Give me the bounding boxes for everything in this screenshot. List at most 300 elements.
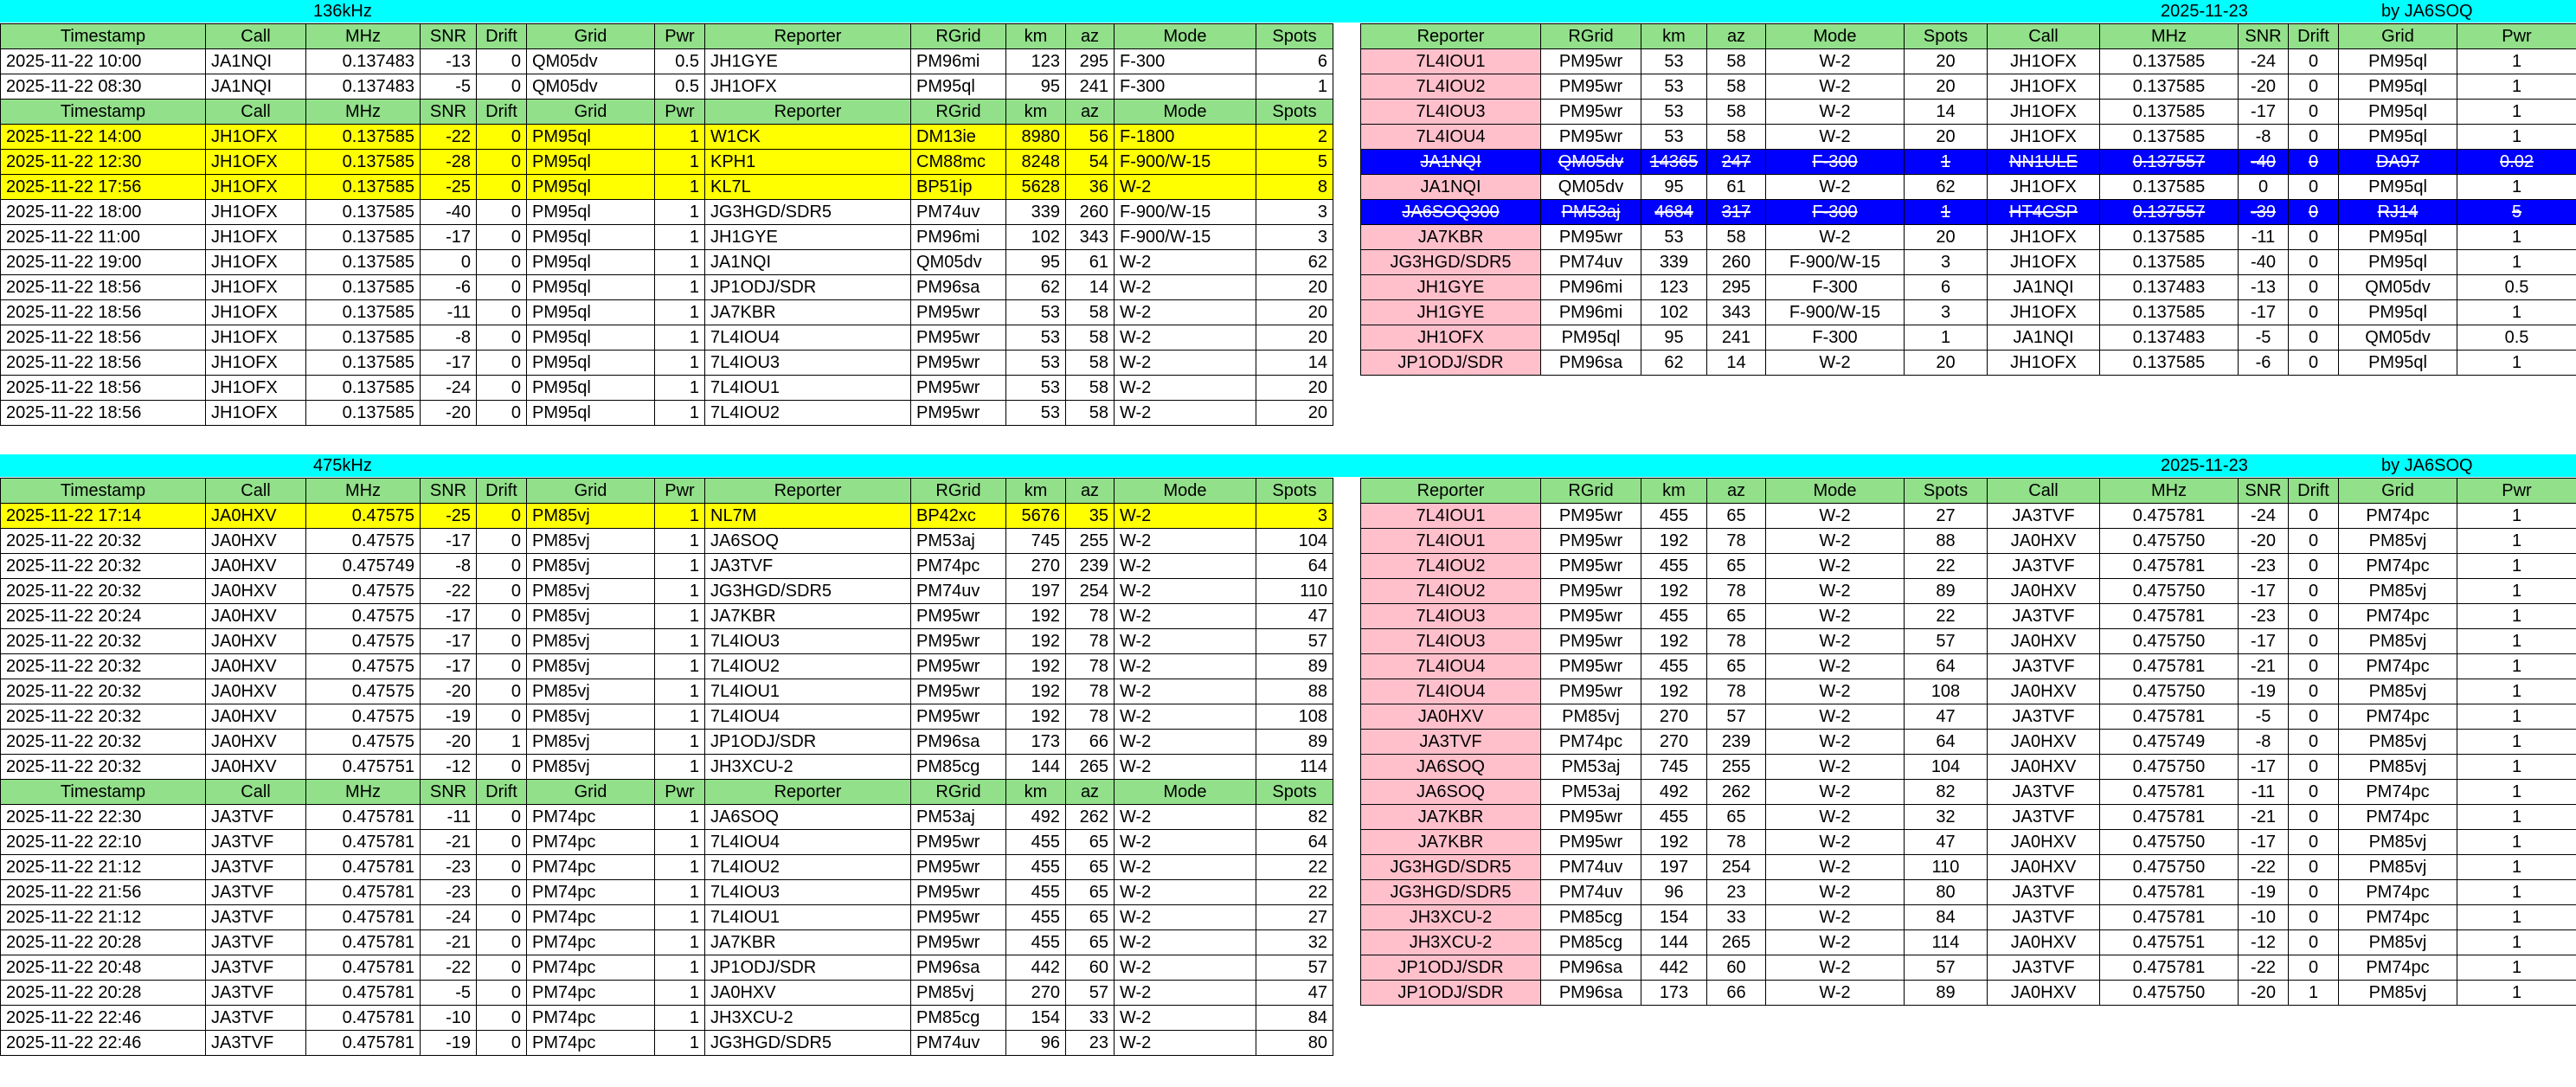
cell-grid: PM74pc xyxy=(527,830,655,855)
column-header-timestamp: Timestamp xyxy=(1,100,206,125)
cell-call: HT4CSP xyxy=(1988,200,2100,225)
cell-mhz: 0.475750 xyxy=(2100,529,2239,554)
cell-snr: -17 xyxy=(421,604,477,629)
cell-snr: -8 xyxy=(2239,730,2289,755)
cell-snr: -22 xyxy=(2239,855,2289,880)
cell-pwr: 0.02 xyxy=(2457,150,2576,175)
cell-km: 53 xyxy=(1006,300,1066,325)
cell-snr: -11 xyxy=(421,300,477,325)
cell-call: JA1NQI xyxy=(1988,275,2100,300)
cell-drift: 0 xyxy=(477,930,527,955)
cell-grid: PM85vj xyxy=(527,504,655,529)
cell-timestamp: 2025-11-22 22:46 xyxy=(1,1031,206,1056)
cell-az: 58 xyxy=(1707,74,1766,100)
cell-mhz: 0.137483 xyxy=(306,74,421,100)
cell-spots: 62 xyxy=(1256,250,1333,275)
cell-timestamp: 2025-11-22 20:32 xyxy=(1,554,206,579)
cell-mhz: 0.475781 xyxy=(2100,704,2239,730)
cell-drift: 0 xyxy=(477,830,527,855)
cell-reporter: 7L4IOU3 xyxy=(705,629,911,654)
cell-rgrid: PM95wr xyxy=(1541,579,1641,604)
cell-timestamp: 2025-11-22 17:56 xyxy=(1,175,206,200)
cell-pwr: 1 xyxy=(655,654,705,679)
cell-mode: W-2 xyxy=(1115,1006,1256,1031)
cell-rgrid: PM95wr xyxy=(1541,805,1641,830)
column-header-pwr: Pwr xyxy=(2457,479,2576,504)
cell-mhz: 0.137585 xyxy=(2100,351,2239,376)
cell-call: JH1OFX xyxy=(206,300,306,325)
cell-az: 255 xyxy=(1066,529,1115,554)
cell-reporter: 7L4IOU2 xyxy=(1361,74,1541,100)
cell-reporter: JG3HGD/SDR5 xyxy=(705,1031,911,1056)
cell-pwr: 1 xyxy=(2457,579,2576,604)
cell-snr: -20 xyxy=(421,401,477,426)
cell-reporter: JH1GYE xyxy=(1361,275,1541,300)
cell-call: JA0HXV xyxy=(206,654,306,679)
cell-pwr: 1 xyxy=(2457,755,2576,780)
cell-mhz: 0.475751 xyxy=(306,755,421,780)
cell-grid: PM95ql xyxy=(2339,49,2457,74)
table-row xyxy=(1361,579,2576,604)
table-row xyxy=(1,401,1333,426)
cell-snr: -25 xyxy=(421,504,477,529)
table-row xyxy=(1,930,1333,955)
cell-call: JH1OFX xyxy=(206,200,306,225)
column-header-spots: Spots xyxy=(1256,780,1333,805)
cell-rgrid: PM85cg xyxy=(911,1006,1006,1031)
cell-grid: RJ14 xyxy=(2339,200,2457,225)
cell-drift: 0 xyxy=(477,629,527,654)
cell-pwr: 0.5 xyxy=(655,49,705,74)
cell-drift: 0 xyxy=(2289,74,2339,100)
cell-call: JH1OFX xyxy=(1988,351,2100,376)
cell-km: 339 xyxy=(1641,250,1707,275)
cell-km: 745 xyxy=(1006,529,1066,554)
cell-rgrid: PM95wr xyxy=(911,629,1006,654)
cell-mhz: 0.475750 xyxy=(2100,579,2239,604)
table-row xyxy=(1361,175,2576,200)
cell-pwr: 1 xyxy=(655,805,705,830)
table-row xyxy=(1361,855,2576,880)
cell-az: 58 xyxy=(1066,325,1115,351)
cell-grid: PM85vj xyxy=(527,755,655,780)
cell-spots: 20 xyxy=(1256,325,1333,351)
cell-km: 192 xyxy=(1006,679,1066,704)
table-row xyxy=(1,755,1333,780)
table-row xyxy=(1361,755,2576,780)
cell-spots: 47 xyxy=(1256,981,1333,1006)
cell-spots: 20 xyxy=(1905,225,1988,250)
cell-mhz: 0.137585 xyxy=(306,150,421,175)
cell-drift: 0 xyxy=(477,150,527,175)
cell-reporter: 7L4IOU1 xyxy=(1361,529,1541,554)
column-header-timestamp: Timestamp xyxy=(1,24,206,49)
column-header-mhz: MHz xyxy=(2100,479,2239,504)
cell-rgrid: PM96sa xyxy=(911,275,1006,300)
cell-spots: 3 xyxy=(1905,250,1988,275)
cell-pwr: 1 xyxy=(2457,704,2576,730)
column-header-rgrid: RGrid xyxy=(911,100,1006,125)
cell-rgrid: BP42xc xyxy=(911,504,1006,529)
header-row xyxy=(1361,479,2576,504)
column-header-rgrid: RGrid xyxy=(1541,479,1641,504)
cell-az: 57 xyxy=(1066,981,1115,1006)
cell-call: JH1OFX xyxy=(206,175,306,200)
cell-pwr: 1 xyxy=(2457,351,2576,376)
cell-drift: 0 xyxy=(477,855,527,880)
cell-reporter: 7L4IOU2 xyxy=(705,654,911,679)
cell-timestamp: 2025-11-22 21:12 xyxy=(1,855,206,880)
cell-mode: W-2 xyxy=(1766,125,1905,150)
cell-spots: 6 xyxy=(1256,49,1333,74)
cell-drift: 1 xyxy=(477,730,527,755)
cell-spots: 20 xyxy=(1256,376,1333,401)
cell-call: JA0HXV xyxy=(1988,755,2100,780)
cell-az: 65 xyxy=(1707,805,1766,830)
cell-grid: PM95ql xyxy=(527,275,655,300)
cell-rgrid: PM95wr xyxy=(911,325,1006,351)
cell-pwr: 1 xyxy=(2457,930,2576,955)
cell-mhz: 0.137483 xyxy=(2100,275,2239,300)
cell-pwr: 1 xyxy=(655,880,705,905)
cell-grid: QM05dv xyxy=(527,74,655,100)
cell-mode: W-2 xyxy=(1766,529,1905,554)
cell-reporter: JA7KBR xyxy=(1361,805,1541,830)
cell-grid: PM85vj xyxy=(527,679,655,704)
cell-pwr: 1 xyxy=(2457,830,2576,855)
cell-rgrid: PM74pc xyxy=(1541,730,1641,755)
cell-grid: PM85vj xyxy=(527,529,655,554)
cell-mhz: 0.137585 xyxy=(2100,49,2239,74)
column-header-grid: Grid xyxy=(2339,479,2457,504)
cell-mode: F-300 xyxy=(1115,49,1256,74)
cell-drift: 0 xyxy=(2289,604,2339,629)
cell-spots: 47 xyxy=(1905,704,1988,730)
cell-az: 58 xyxy=(1066,351,1115,376)
cell-reporter: JG3HGD/SDR5 xyxy=(1361,880,1541,905)
column-header-snr: SNR xyxy=(421,24,477,49)
table-row xyxy=(1,579,1333,604)
cell-rgrid: QM05dv xyxy=(1541,150,1641,175)
cell-timestamp: 2025-11-22 20:32 xyxy=(1,579,206,604)
table-row xyxy=(1,880,1333,905)
cell-call: JH1OFX xyxy=(1988,225,2100,250)
cell-snr: -28 xyxy=(421,150,477,175)
spots-by-reporter-table-475khz xyxy=(1360,478,2576,1006)
cell-az: 343 xyxy=(1066,225,1115,250)
spots-by-call-table-475khz xyxy=(0,478,1333,1056)
table-row xyxy=(1361,49,2576,74)
table-row xyxy=(1,730,1333,755)
cell-timestamp: 2025-11-22 21:56 xyxy=(1,880,206,905)
cell-snr: -17 xyxy=(421,629,477,654)
table-row xyxy=(1361,830,2576,855)
cell-spots: 110 xyxy=(1905,855,1988,880)
cell-pwr: 1 xyxy=(2457,175,2576,200)
table-row xyxy=(1361,654,2576,679)
cell-spots: 114 xyxy=(1256,755,1333,780)
cell-mode: F-900/W-15 xyxy=(1766,300,1905,325)
column-header-rgrid: RGrid xyxy=(911,780,1006,805)
column-header-pwr: Pwr xyxy=(2457,24,2576,49)
cell-rgrid: PM96mi xyxy=(1541,300,1641,325)
cell-snr: -10 xyxy=(421,1006,477,1031)
cell-rgrid: PM95wr xyxy=(911,704,1006,730)
cell-drift: 0 xyxy=(477,125,527,150)
column-header-call: Call xyxy=(206,479,306,504)
column-header-spots: Spots xyxy=(1256,479,1333,504)
cell-az: 247 xyxy=(1707,150,1766,175)
column-header-az: az xyxy=(1707,479,1766,504)
cell-call: NN1ULE xyxy=(1988,150,2100,175)
cell-drift: 0 xyxy=(477,1031,527,1056)
cell-spots: 104 xyxy=(1905,755,1988,780)
cell-spots: 1 xyxy=(1905,325,1988,351)
cell-call: JA0HXV xyxy=(206,629,306,654)
cell-mode: W-2 xyxy=(1115,579,1256,604)
cell-km: 455 xyxy=(1006,855,1066,880)
cell-mode: W-2 xyxy=(1766,981,1905,1006)
cell-spots: 108 xyxy=(1905,679,1988,704)
cell-mhz: 0.137585 xyxy=(2100,125,2239,150)
cell-mhz: 0.475781 xyxy=(2100,654,2239,679)
cell-mhz: 0.475781 xyxy=(2100,604,2239,629)
column-header-spots: Spots xyxy=(1905,24,1988,49)
cell-snr: -19 xyxy=(421,1031,477,1056)
cell-spots: 64 xyxy=(1256,830,1333,855)
cell-pwr: 1 xyxy=(2457,49,2576,74)
cell-km: 192 xyxy=(1006,629,1066,654)
cell-az: 58 xyxy=(1066,300,1115,325)
cell-pwr: 1 xyxy=(655,955,705,981)
cell-mhz: 0.475781 xyxy=(306,805,421,830)
cell-km: 53 xyxy=(1641,49,1707,74)
cell-mhz: 0.137483 xyxy=(2100,325,2239,351)
cell-call: JA0HXV xyxy=(206,704,306,730)
cell-mhz: 0.47575 xyxy=(306,529,421,554)
cell-grid: PM74pc xyxy=(527,805,655,830)
cell-snr: -13 xyxy=(421,49,477,74)
cell-grid: PM95ql xyxy=(527,325,655,351)
spots-by-call-table-136khz xyxy=(0,23,1333,426)
cell-mode: F-300 xyxy=(1115,74,1256,100)
cell-grid: PM74pc xyxy=(2339,905,2457,930)
cell-rgrid: PM95wr xyxy=(911,376,1006,401)
cell-mode: W-2 xyxy=(1766,175,1905,200)
cell-drift: 0 xyxy=(477,1006,527,1031)
cell-drift: 0 xyxy=(2289,755,2339,780)
column-header-pwr: Pwr xyxy=(655,479,705,504)
cell-drift: 0 xyxy=(2289,805,2339,830)
cell-call: JH1OFX xyxy=(1988,125,2100,150)
cell-rgrid: PM85vj xyxy=(1541,704,1641,730)
table-row xyxy=(1,200,1333,225)
cell-mode: W-2 xyxy=(1115,250,1256,275)
cell-spots: 27 xyxy=(1256,905,1333,930)
cell-mhz: 0.475750 xyxy=(2100,679,2239,704)
cell-drift: 0 xyxy=(2289,579,2339,604)
cell-drift: 0 xyxy=(2289,780,2339,805)
cell-snr: -24 xyxy=(421,905,477,930)
cell-snr: -21 xyxy=(2239,654,2289,679)
cell-pwr: 1 xyxy=(655,905,705,930)
cell-mode: W-2 xyxy=(1115,704,1256,730)
cell-snr: -11 xyxy=(2239,225,2289,250)
cell-snr: -20 xyxy=(2239,529,2289,554)
cell-timestamp: 2025-11-22 18:56 xyxy=(1,376,206,401)
cell-pwr: 1 xyxy=(655,1006,705,1031)
spots-by-reporter-table-136khz xyxy=(1360,23,2576,376)
table-row xyxy=(1,376,1333,401)
column-header-rgrid: RGrid xyxy=(911,479,1006,504)
cell-mode: W-2 xyxy=(1115,629,1256,654)
column-header-pwr: Pwr xyxy=(655,100,705,125)
cell-snr: -17 xyxy=(421,225,477,250)
cell-drift: 0 xyxy=(477,401,527,426)
cell-pwr: 1 xyxy=(2457,504,2576,529)
cell-mhz: 0.137585 xyxy=(306,376,421,401)
cell-call: JA3TVF xyxy=(1988,805,2100,830)
cell-pwr: 1 xyxy=(655,150,705,175)
cell-grid: PM95ql xyxy=(2339,351,2457,376)
cell-timestamp: 2025-11-22 20:32 xyxy=(1,679,206,704)
cell-rgrid: PM95wr xyxy=(1541,125,1641,150)
cell-rgrid: QM05dv xyxy=(1541,175,1641,200)
cell-grid: PM85vj xyxy=(2339,930,2457,955)
cell-pwr: 1 xyxy=(655,730,705,755)
cell-drift: 0 xyxy=(477,200,527,225)
cell-call: JA3TVF xyxy=(1988,780,2100,805)
cell-mhz: 0.137585 xyxy=(306,175,421,200)
cell-snr: -20 xyxy=(421,679,477,704)
table-row xyxy=(1361,125,2576,150)
cell-rgrid: PM53aj xyxy=(1541,200,1641,225)
cell-snr: -24 xyxy=(2239,504,2289,529)
table-row xyxy=(1,504,1333,529)
cell-mode: W-2 xyxy=(1766,504,1905,529)
cell-mhz: 0.475781 xyxy=(306,955,421,981)
cell-call: JA3TVF xyxy=(1988,654,2100,679)
column-header-call: Call xyxy=(206,780,306,805)
cell-az: 66 xyxy=(1707,981,1766,1006)
cell-call: JA3TVF xyxy=(1988,604,2100,629)
cell-spots: 84 xyxy=(1256,1006,1333,1031)
cell-rgrid: PM74uv xyxy=(1541,855,1641,880)
cell-timestamp: 2025-11-22 20:32 xyxy=(1,755,206,780)
cell-mode: F-300 xyxy=(1766,150,1905,175)
table-row xyxy=(1,529,1333,554)
cell-az: 23 xyxy=(1066,1031,1115,1056)
table-row xyxy=(1361,780,2576,805)
cell-grid: PM85vj xyxy=(2339,579,2457,604)
cell-reporter: 7L4IOU3 xyxy=(1361,100,1541,125)
cell-az: 262 xyxy=(1707,780,1766,805)
table-row xyxy=(1,805,1333,830)
cell-mode: W-2 xyxy=(1115,930,1256,955)
cell-grid: PM85vj xyxy=(527,654,655,679)
cell-spots: 114 xyxy=(1905,930,1988,955)
cell-reporter: JP1ODJ/SDR xyxy=(1361,351,1541,376)
cell-mhz: 0.47575 xyxy=(306,604,421,629)
cell-pwr: 1 xyxy=(655,554,705,579)
cell-drift: 0 xyxy=(477,554,527,579)
band-freq-label: 136kHz xyxy=(313,2,372,21)
cell-rgrid: PM95wr xyxy=(1541,604,1641,629)
cell-grid: PM85vj xyxy=(527,629,655,654)
cell-snr: -12 xyxy=(421,755,477,780)
cell-mhz: 0.475781 xyxy=(306,981,421,1006)
cell-az: 58 xyxy=(1707,49,1766,74)
cell-spots: 110 xyxy=(1256,579,1333,604)
cell-rgrid: PM95wr xyxy=(911,930,1006,955)
cell-drift: 0 xyxy=(2289,351,2339,376)
cell-km: 53 xyxy=(1006,325,1066,351)
cell-reporter: JA6SOQ xyxy=(1361,780,1541,805)
cell-mhz: 0.137585 xyxy=(2100,250,2239,275)
cell-mode: W-2 xyxy=(1115,275,1256,300)
cell-spots: 88 xyxy=(1905,529,1988,554)
cell-mhz: 0.475781 xyxy=(306,930,421,955)
table-row xyxy=(1361,300,2576,325)
cell-grid: PM85vj xyxy=(2339,981,2457,1006)
cell-pwr: 1 xyxy=(655,629,705,654)
cell-mhz: 0.475781 xyxy=(2100,780,2239,805)
cell-spots: 57 xyxy=(1905,629,1988,654)
cell-spots: 82 xyxy=(1905,780,1988,805)
cell-km: 4684 xyxy=(1641,200,1707,225)
table-row xyxy=(1361,74,2576,100)
cell-mhz: 0.137483 xyxy=(306,49,421,74)
cell-rgrid: PM95wr xyxy=(911,679,1006,704)
cell-drift: 0 xyxy=(2289,175,2339,200)
cell-pwr: 1 xyxy=(655,830,705,855)
cell-drift: 0 xyxy=(477,529,527,554)
cell-rgrid: PM95wr xyxy=(1541,654,1641,679)
cell-call: JA3TVF xyxy=(206,880,306,905)
cell-grid: PM95ql xyxy=(527,401,655,426)
cell-az: 65 xyxy=(1707,504,1766,529)
cell-az: 241 xyxy=(1066,74,1115,100)
cell-grid: PM95ql xyxy=(527,200,655,225)
cell-call: JH1OFX xyxy=(206,325,306,351)
column-header-mode: Mode xyxy=(1766,24,1905,49)
cell-mode: W-2 xyxy=(1766,100,1905,125)
cell-timestamp: 2025-11-22 18:56 xyxy=(1,325,206,351)
cell-drift: 0 xyxy=(477,654,527,679)
table-row xyxy=(1,981,1333,1006)
table-row xyxy=(1,275,1333,300)
cell-drift: 0 xyxy=(2289,250,2339,275)
cell-az: 78 xyxy=(1707,679,1766,704)
cell-mhz: 0.475781 xyxy=(2100,504,2239,529)
cell-spots: 89 xyxy=(1256,654,1333,679)
column-header-grid: Grid xyxy=(527,479,655,504)
cell-az: 78 xyxy=(1707,629,1766,654)
cell-timestamp: 2025-11-22 20:32 xyxy=(1,629,206,654)
cell-az: 61 xyxy=(1707,175,1766,200)
cell-snr: -17 xyxy=(2239,300,2289,325)
cell-az: 317 xyxy=(1707,200,1766,225)
header-row xyxy=(1,479,1333,504)
cell-snr: -20 xyxy=(2239,981,2289,1006)
cell-grid: PM95ql xyxy=(2339,300,2457,325)
cell-call: JH1OFX xyxy=(206,351,306,376)
cell-pwr: 1 xyxy=(2457,855,2576,880)
cell-spots: 80 xyxy=(1905,880,1988,905)
cell-rgrid: PM85cg xyxy=(911,755,1006,780)
cell-pwr: 1 xyxy=(2457,100,2576,125)
cell-reporter: 7L4IOU4 xyxy=(1361,679,1541,704)
